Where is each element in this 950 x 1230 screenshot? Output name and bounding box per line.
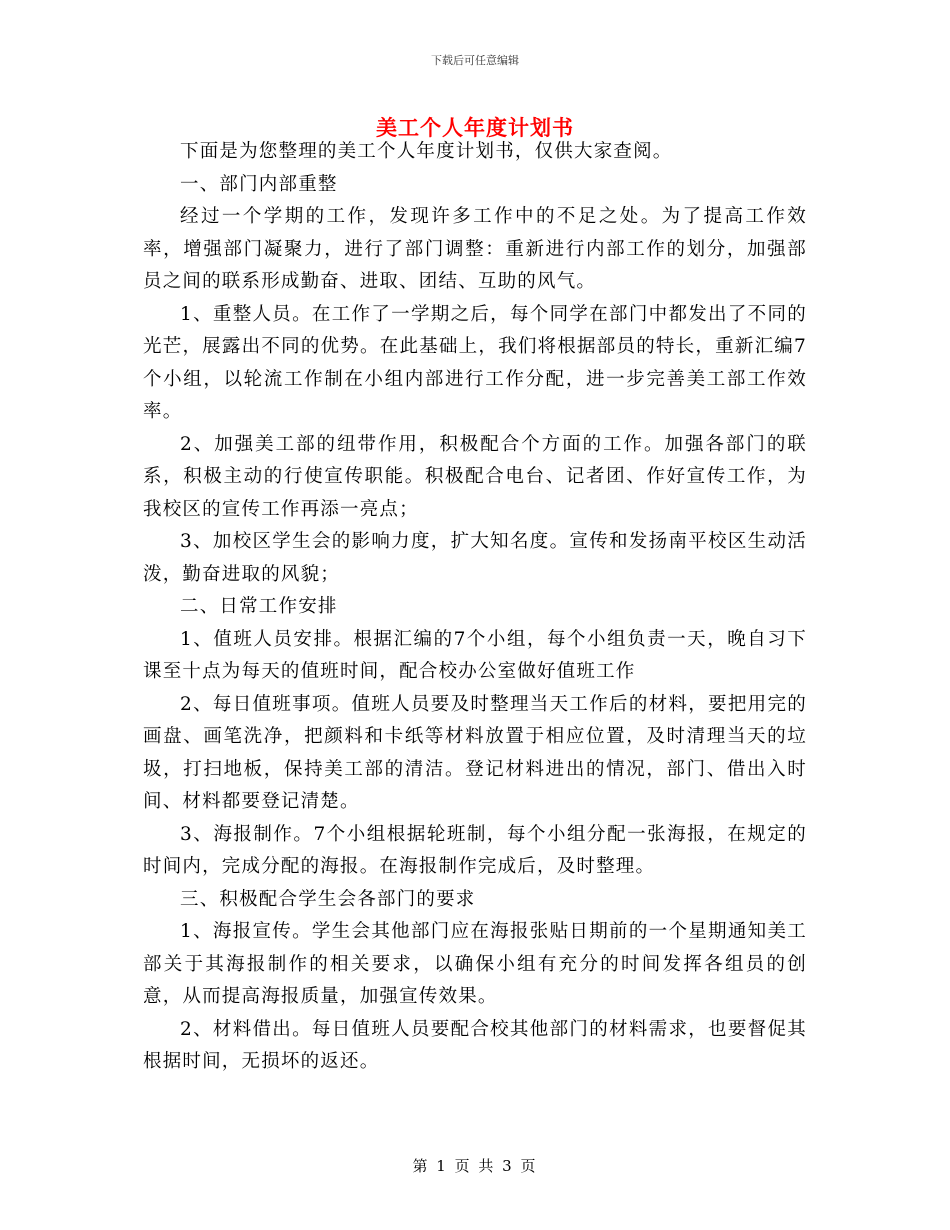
document-body: [143, 136, 807, 1079]
body-paragraph: 2、每日值班事项。值班人员要及时整理当天工作后的材料，要把用完的画盘、画笔洗净，把颜料和卡纸等材料放置于相应位置，及时清理当天的垃圾，打扫地板，保持美工部的清洁。登记材料进出的情况，部门、借出入时间、材料都要登记清楚。: [143, 693, 807, 812]
body-paragraph: 1、海报宣传。学生会其他部门应在海报张贴日期前的一个星期通知美工部关于其海报制作的相关要求，以确保小组有充分的时间发挥各组员的创意，从而提高海报质量，加强宣传效果。: [143, 921, 807, 1007]
intro-paragraph: 下面是为您整理的美工个人年度计划书，仅供大家查阅。: [180, 141, 673, 162]
body-paragraph: 经过一个学期的工作，发现许多工作中的不足之处。为了提高工作效率，增强部门凝聚力，进行了部门调整：重新进行内部工作的划分，加强部员之间的联系形成勤奋、进取、团结、互助的风气。: [143, 206, 807, 292]
section-heading-1: 一、部门内部重整: [180, 173, 338, 195]
section-heading-2: 二、日常工作安排: [180, 596, 338, 617]
body-paragraph: 2、材料借出。每日值班人员要配合校其他部门的材料需求，也要督促其根据时间，无损坏的返还。: [143, 1018, 807, 1072]
page-footer: 第 1 页 共 3 页: [412, 1157, 538, 1175]
body-paragraph: 3、加校区学生会的影响力度，扩大知名度。宣传和发扬南平校区生动活泼，勤奋进取的风貌；: [143, 531, 807, 585]
section-heading-3: 三、积极配合学生会各部门的要求: [180, 888, 476, 910]
body-paragraph: 1、值班人员安排。根据汇编的7个小组，每个小组负责一天，晚自习下课至十点为每天的值班时间，配合校办公室做好值班工作: [143, 628, 807, 682]
header-note: 下载后可任意编辑: [431, 54, 519, 67]
body-paragraph: 2、加强美工部的纽带作用，积极配合个方面的工作。加强各部门的联系，积极主动的行使宣传职能。积极配合电台、记者团、作好宣传工作，为我校区的宣传工作再添一亮点；: [143, 433, 807, 520]
document-title: 美工个人年度计划书: [376, 115, 574, 140]
body-paragraph: 1、重整人员。在工作了一学期之后，每个同学在部门中都发出了不同的光芒，展露出不同的优势。在此基础上，我们将根据部员的特长，重新汇编7个小组，以轮流工作制在小组内部进行工作分配，进一步完善美工部工作效率。: [143, 303, 807, 422]
body-paragraph: 3、海报制作。7个小组根据轮班制，每个小组分配一张海报，在规定的时间内，完成分配的海报。在海报制作完成后，及时整理。: [143, 823, 807, 877]
